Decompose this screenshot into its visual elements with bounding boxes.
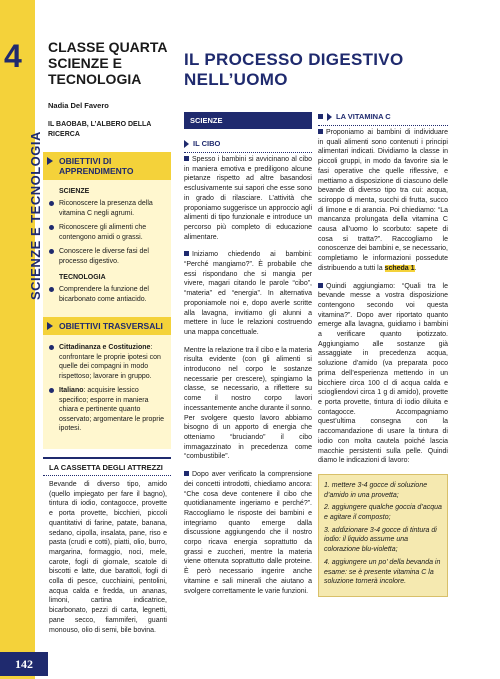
paragraph-end: .: [414, 264, 417, 272]
instruction-step: 1. mettere 3-4 gocce di soluzione d’amido in una provetta;: [324, 481, 428, 499]
instruction-step: 2. aggiungere qualche goccia d’acqua e agitare il composto;: [324, 504, 442, 522]
subject-label: SCIENZE E TECNOLOGIA: [48, 55, 142, 87]
tools-box: [43, 457, 171, 635]
page-title: IL PROCESSO DIGESTIVO NELL’UOMO: [184, 50, 404, 89]
chapter-number: 4: [4, 38, 22, 74]
book-title: IL BAOBAB, L’ALBERO DELLA RICERCA: [48, 121, 152, 138]
item-text: : confrontare le proprie ipotesi con quelle dei compagni in modo rispettoso; lavorare in gruppo.: [59, 344, 161, 380]
arrow-right-icon: [184, 140, 189, 148]
paragraph: [184, 155, 312, 242]
transversal-objectives-heading: [43, 317, 171, 335]
tools-heading: LA CASSETTA DEGLI ATTREZZI: [43, 459, 171, 476]
arrow-right-icon: [47, 157, 53, 165]
left-side-band: [0, 0, 43, 679]
science-section-bar: SCIENZE: [184, 112, 312, 129]
bullet-square-icon: [318, 283, 323, 288]
vitamin-c-subheading: [318, 112, 448, 121]
bullet-square-icon: [184, 251, 189, 256]
arrow-right-icon: [47, 322, 53, 330]
transversal-objectives-title: OBIETTIVI TRASVERSALI: [59, 321, 163, 331]
item-lead: Italiano: [59, 387, 84, 394]
instruction-step: 3. addizionare 3-4 gocce di tintura di iodio: il liquido assume una colorazione blu-violetta;: [324, 526, 437, 554]
instructions-box: [318, 474, 448, 597]
item-text: : acquisire lessico specifico; esporre in maniera chiara e pertinente quanto osservato; argomentare le proprie ipotesi.: [59, 387, 165, 432]
bullet-square-icon: [318, 114, 323, 119]
paragraph: [318, 282, 448, 466]
technology-label: TECNOLOGIA: [59, 274, 106, 281]
paragraph: [184, 250, 312, 337]
paragraph-text: Proponiamo ai bambini di individuare in quali alimenti sono contenuti i principi alimentari indicati. Dividiamo la classe in piccoli gruppi, in modo da favorire sia le fasi operative che quelle riflessive, e mettiamo a disposizione di ciascuno delle bevande di diverso tipo tra cui: acqua, sciroppo di menta, succhi di frutta, succo di limone e di arancia. Poi chiediamo: “La mancanza prolungata della vitamina C causa all’uomo lo scorbuto: sapete di cosa si tratta?”. Raccogliamo le conoscenze dei bambini e, se necessario, completiamo le informazioni possedute distribuendo a tutti la: [318, 129, 448, 272]
list-item: Conoscere le diverse fasi del processo digestivo.: [59, 247, 165, 266]
vertical-subject-label: [4, 131, 43, 310]
header-block: [48, 40, 173, 140]
paragraph-text: Spesso i bambini si avvicinano al cibo in maniera emotiva e prediligono alcune pietanze rispetto ad altre basandosi esclusivamente sui sapori che esse sono in grado di rilasciare. L’attività che proponiamo suggerisce un approccio agli alimenti di tipo funzionale e introduce un percorso più completo di educazione alimentare.: [184, 156, 312, 241]
divider: [184, 152, 312, 153]
transversal-objectives-list: [43, 343, 171, 449]
right-column: [318, 112, 448, 597]
bullet-square-icon: [184, 471, 189, 476]
science-objectives-list: [43, 199, 171, 266]
list-item: [59, 343, 165, 381]
subheading-text: IL CIBO: [193, 139, 221, 148]
class-label: CLASSE QUARTA: [48, 39, 168, 55]
list-item: Riconoscere gli alimenti che contengono amidi o grassi.: [59, 223, 165, 242]
worksheet-reference: scheda 1: [384, 264, 415, 272]
instruction-step: 4. aggiungere un po’ della bevanda in esame: se è presente vitamina C la soluzione tornerà incolore.: [324, 558, 441, 586]
objectives-panel: [43, 152, 171, 449]
page-number: 142: [0, 652, 48, 676]
bullet-square-icon: [184, 156, 189, 161]
subheading-text: LA VITAMINA C: [336, 112, 391, 121]
paragraph: Mentre la relazione tra il cibo e la materia risulta evidente (con gli alimenti si introducono nel corpo le sostanze necessarie per crescere), spingiamo la classe, se necessario, a riflettere su come il nostro corpo lavori incessantemente anche durante il sonno. Per svolgere questo lavoro abbiamo bisogno di un apporto di energia che otteniamo “bruciando” il cibo immagazzinato in precedenza come “combustibile”.: [184, 346, 313, 461]
paragraph: [318, 128, 448, 274]
list-item: Riconoscere la presenza della vitamina C negli agrumi.: [59, 199, 165, 218]
tools-text: Bevande di diverso tipo, amido (quello impiegato per fare il bagno), tintura di iodio, contagocce, provette e porta provette, bicchieri, piccoli quantitativi di farine, patate, banana, sedano, cipolla, insalata, pane, riso e pasta (crudi e cotti), piatti, olio, burro, margarina, formaggio, noci, mele, carote, fogli di giornale, scatole di biscotti e latte, due barattoli, fogli di colla di pesce, cucchiaini, pentolini, acqua calda e fredda, un ananas, limoni, cartina indicatrice, bicarbonato, pezzi di carta, legnetti, pane secco, fiammiferi, guanti monouso, olio di semi, bile bovina.: [49, 481, 167, 634]
science-label: SCIENZE: [59, 188, 90, 195]
vertical-subject-text: SCIENZE E TECNOLOGIA: [28, 131, 43, 300]
middle-column: [184, 112, 312, 604]
learning-objectives-title: OBIETTIVI DI APPRENDIMENTO: [59, 156, 134, 176]
paragraph-text: Iniziamo chiedendo ai bambini: “Perché mangiamo?”. È probabile che essi rispondano che si mangia per vivere, magari citando le parole “cibo”, “materia” ed “energia”. In alternativa proponiamole noi e, dopo averle scritte alla lavagna, invitiamo gli alunni a mettere in luce le relazioni costruendo una mappa concettuale.: [184, 251, 312, 336]
learning-objectives-heading: [43, 152, 171, 180]
divider: [318, 125, 448, 126]
paragraph-text: Dopo aver verificato la comprensione dei concetti introdotti, chiediamo ancora: “Che cosa deve contenere il cibo che quotidianamente ingeriamo e perché?”. Raccogliamo le risposte dei bambini e integriamo quanto emerge dalla discussione aggiungendo che il nostro corpo ricava energia soprattutto da grassi e zuccheri, mentre la materia viene ottenuta soprattutto dalle proteine. È però necessario ingerire anche vitamine e sali minerali che aiutano a svolgere correttamente le varie funzioni.: [184, 471, 312, 595]
item-lead: Cittadinanza e Costituzione: [59, 344, 151, 351]
bullet-square-icon: [318, 129, 323, 134]
list-item: Comprendere la funzione del bicarbonato come antiacido.: [59, 285, 165, 304]
arrow-right-icon: [327, 113, 332, 121]
list-item: [59, 386, 165, 434]
paragraph-text: Quindi aggiungiamo: “Quali tra le bevande messe a vostra disposizione contengono secondo voi questa vitamina?”. Dopo aver riportato quanto emerge alla lavagna, guidiamo i bambini a verificare quanto ipotizzato. Aggiungiamo alle sostanze già assaggiate in precedenza acqua, soluzione d’amido (va preparata poco prima dell’esperienza mettendo in un bicchiere circa 100 cl di acqua calda e sciogliendovi circa 1 g di amido), provette e porta provette, tintura di iodio diluita e contagocce. Accompagniamo quest’ultima consegna con la raccomandazione di usare la tintura di iodio con molta cautela poiché lascia macchie persistenti sulla pelle. Quindi diamo le indicazioni di lavoro:: [318, 282, 448, 465]
author-name: Nadia Del Favero: [48, 101, 109, 110]
paragraph: [184, 470, 312, 596]
technology-objectives-list: [43, 285, 171, 304]
food-subheading: [184, 139, 312, 148]
